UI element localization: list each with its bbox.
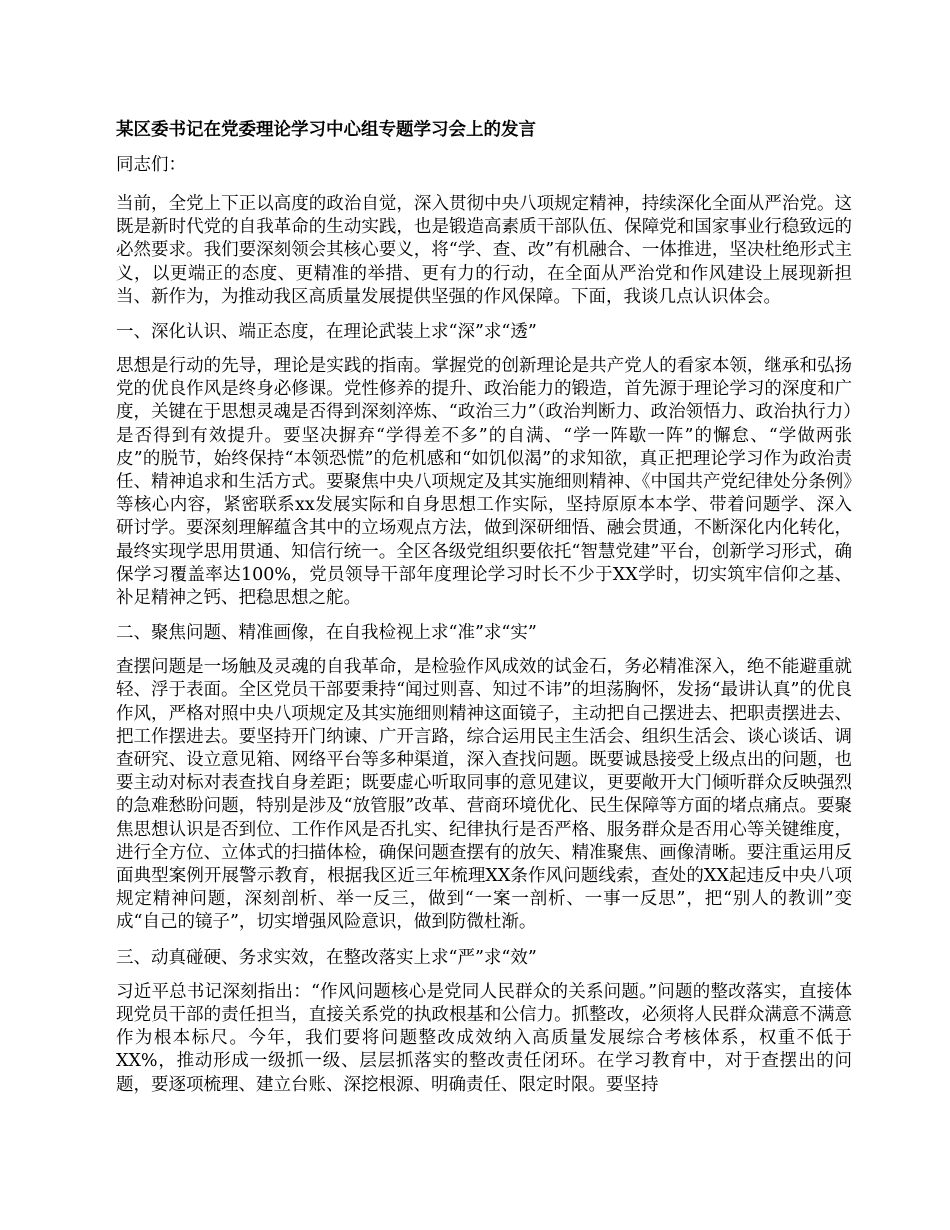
section-3-body: 习近平总书记深刻指出：“作风问题核心是党同人民群众的关系问题。”问题的整改落实，直接体现党员干部的责任担当，直接关系党的执政根基和公信力。抓整改，必须将人民群众满意不满意作为根本标尺。今年，我们要将问题整改成效纳入高质量发展综合考核体系，权重不低于XX%，推动形成一级抓一级、层层抓落实的整改责任闭环。在学习教育中，对于查摆出的问题，要逐项梳理、建立台账、深挖根源、明确责任、限定时限。要坚持 — [116, 981, 852, 1095]
section-1-heading: 一、深化认识、端正态度，在理论武装上求“深”求“透” — [116, 322, 537, 343]
document-title: 某区委书记在党委理论学习中心组专题学习会上的发言 — [116, 120, 536, 140]
section-3-heading: 三、动真碰硬、务求实效，在整改落实上求“严”求“效” — [116, 947, 537, 968]
document-page — [116, 118, 852, 1108]
section-2-heading: 二、聚焦问题、精准画像，在自我检视上求“准”求“实” — [116, 623, 537, 644]
salutation: 同志们： — [116, 155, 186, 175]
section-1-body: 思想是行动的先导，理论是实践的指南。掌握党的创新理论是共产党人的看家本领，继承和弘扬党的优良作风是终身必修课。党性修养的提升、政治能力的锻造，首先源于理论学习的深度和广度，关键在于思想灵魂是否得到深刻淬炼、“政治三力”（政治判断力、政治领悟力、政治执行力）是否得到有效提升。要坚决摒弃“学得差不多”的自满、“学一阵歇一阵”的懈怠、“学做两张皮”的脱节，始终保持“本领恐慌”的危机感和“如饥似渴”的求知欲，真正把理论学习作为政治责任、精神追求和生活方式。要聚焦中央八项规定及其实施细则精神、《中国共产党纪律处分条例》等核心内容，紧密联系xx发展实际和自身思想工作实际，坚持原原本本学、带着问题学、深入研讨学。要深刻理解蕴含其中的立场观点方法，做到深研细悟、融会贯通，不断深化内化转化，最终实现学思用贯通、知信行统一。全区各级党组织要依托“智慧党建”平台，创新学习形式，确保学习覆盖率达100%，党员领导干部年度理论学习时长不少于XX学时，切实筑牢信仰之基、补足精神之钙、把稳思想之舵。 — [116, 356, 852, 609]
section-2-body: 查摆问题是一场触及灵魂的自我革命，是检验作风成效的试金石，务必精准深入，绝不能避重就轻、浮于表面。全区党员干部要秉持“闻过则喜、知过不讳”的坦荡胸怀，发扬“最讲认真”的优良作风，严格对照中央八项规定及其实施细则精神这面镜子，主动把自己摆进去、把职责摆进去、把工作摆进去。要坚持开门纳谏、广开言路，综合运用民主生活会、组织生活会、谈心谈话、调查研究、设立意见箱、网络平台等多种渠道，深入查找问题。既要诚恳接受上级点出的问题，也要主动对标对表查找自身差距；既要虚心听取同事的意见建议，更要敞开大门倾听群众反映强烈的急难愁盼问题，特别是涉及“放管服”改革、营商环境优化、民生保障等方面的堵点痛点。要聚焦思想认识是否到位、工作作风是否扎实、纪律执行是否严格、服务群众是否用心等关键维度，进行全方位、立体式的扫描体检，确保问题查摆有的放矢、精准聚焦、画像清晰。要注重运用反面典型案例开展警示教育，根据我区近三年梳理XX条作风问题线索，查处的XX起违反中央八项规定精神问题，深刻剖析、举一反三，做到“一案一剖析、一事一反思”，把“别人的教训”变成“自己的镜子”，切实增强风险意识，做到防微杜渐。 — [116, 657, 852, 933]
intro-paragraph: 当前，全党上下正以高度的政治自觉，深入贯彻中央八项规定精神，持续深化全面从严治党。这既是新时代党的自我革命的生动实践，也是锻造高素质干部队伍、保障党和国家事业行稳致远的必然要求。我们要深刻领会其核心要义，将“学、查、改”有机融合、一体推进，坚决杜绝形式主义，以更端正的态度、更精准的举措、更有力的行动，在全面从严治党和作风建设上展现新担当、新作为，为推动我区高质量发展提供坚强的作风保障。下面，我谈几点认识体会。 — [116, 194, 852, 307]
